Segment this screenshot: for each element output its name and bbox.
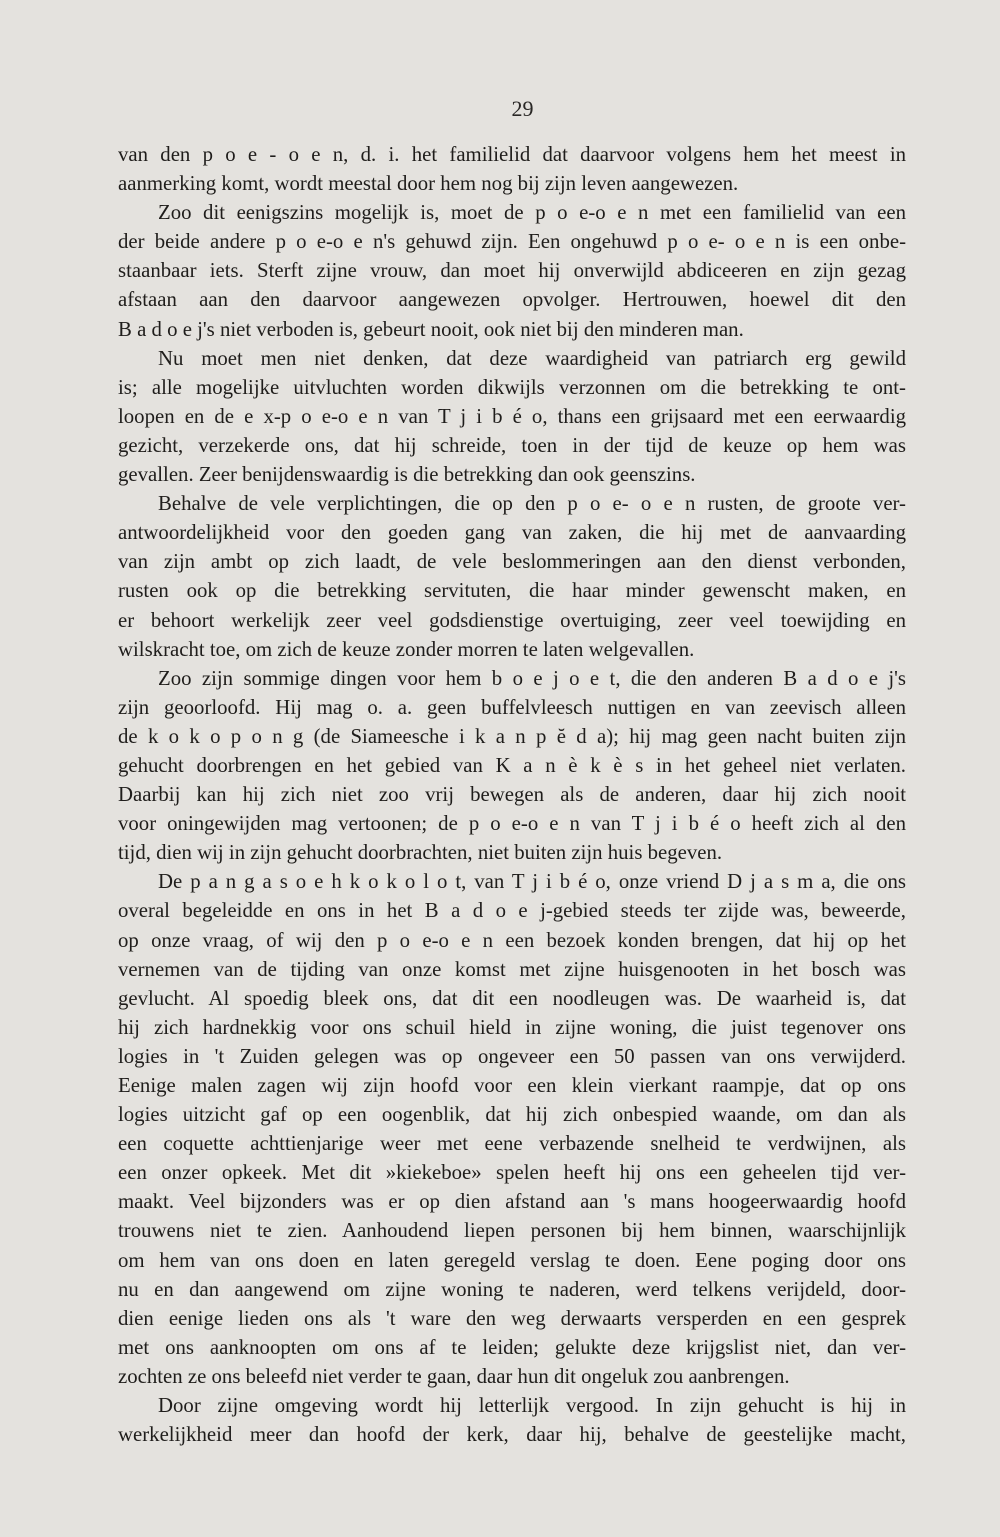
text-line: er behoort werkelijk zeer veel godsdienstige overtuiging, zeer veel toewijding en: [118, 608, 906, 632]
text-line: een onzer opkeek. Met dit »kiekeboe» spelen heeft hij ons een geheelen tijd ver-: [118, 1161, 906, 1185]
text-line: om hem van ons doen en laten geregeld verslag te doen. Eene poging door ons: [118, 1248, 906, 1272]
text-line: de k o k o p o n g (de Siameesche i k a n p ĕ d a); hij mag geen nacht buiten zijn: [118, 724, 906, 748]
text-line: hij zich hardnekkig voor ons schuil hield in zijne woning, die juist tegenover ons: [118, 1015, 906, 1039]
text-line: B a d o e j's niet verboden is, gebeurt nooit, ook niet bij den minderen man.: [118, 317, 744, 341]
text-line: zochten ze ons beleefd niet verder te gaan, daar hun dit ongeluk zou aanbrengen.: [118, 1364, 790, 1388]
text-line: een coquette achttienjarige weer met eene verbazende snelheid te verdwijnen, als: [118, 1132, 906, 1156]
text-line: loopen en de e x-p o e-o e n van T j i b é o, thans een grijsaard met een eerwaardig: [118, 404, 906, 428]
text-line: wilskracht toe, om zich de keuze zonder morren te laten welgevallen.: [118, 637, 695, 661]
text-line: tijd, dien wij in zijn gehucht doorbrachten, niet buiten zijn huis begeven.: [118, 841, 723, 865]
text-line: staanbaar iets. Sterft zijne vrouw, dan moet hij onverwijld abdiceeren en zijn gezag: [118, 259, 906, 283]
body-text: [118, 140, 906, 1449]
text-line: zijn geoorloofd. Hij mag o. a. geen buffelvleesch nuttigen en van zeevisch alleen: [118, 695, 906, 719]
text-line: afstaan aan den daarvoor aangewezen opvolger. Hertrouwen, hoewel dit den: [118, 288, 906, 312]
text-line: Door zijne omgeving wordt hij letterlijk vergood. In zijn gehucht is hij in: [158, 1394, 906, 1418]
text-line: werkelijkheid meer dan hoofd der kerk, daar hij, behalve de geestelijke macht,: [118, 1423, 906, 1447]
text-line: De p a n g a s o e h k o k o l o t, van T j i b é o, onze vriend D j a s m a, die ons: [158, 870, 906, 894]
text-line: van zijn ambt op zich laadt, de vele beslommeringen aan den dienst verbonden,: [118, 550, 906, 574]
text-line: gezicht, verzekerde ons, dat hij schreide, toen in der tijd de keuze op hem was: [118, 433, 906, 457]
text-line: gevlucht. Al spoedig bleek ons, dat dit een noodleugen was. De waarheid is, dat: [118, 986, 906, 1010]
text-line: gevallen. Zeer benijdenswaardig is die betrekking dan ook geenszins.: [118, 463, 696, 487]
text-line: gehucht doorbrengen en het gebied van K a n è k è s in het geheel niet verlaten.: [118, 753, 906, 777]
text-line: is; alle mogelijke uitvluchten worden dikwijls verzonnen om die betrekking te ont-: [118, 375, 906, 399]
text-line: aanmerking komt, wordt meestal door hem nog bij zijn leven aangewezen.: [118, 172, 739, 196]
text-line: antwoordelijkheid voor den goeden gang van zaken, die hij met de aanvaarding: [118, 521, 906, 545]
text-line: maakt. Veel bijzonders was er op dien afstand aan 's mans hoogeerwaardig hoofd: [118, 1190, 906, 1214]
page-number: 29: [511, 96, 534, 121]
text-line: dien eenige lieden ons als 't ware den weg derwaarts versperden en een gesprek: [118, 1306, 906, 1330]
text-line: op onze vraag, of wij den p o e-o e n een bezoek konden brengen, dat hij op het: [118, 928, 906, 952]
text-line: Zoo dit eenigszins mogelijk is, moet de p o e-o e n met een familielid van een: [158, 201, 906, 225]
text-line: der beide andere p o e-o e n's gehuwd zijn. Een ongehuwd p o e- o e n is een onbe-: [118, 230, 906, 254]
text-line: met ons aanknoopten om ons af te leiden; gelukte deze krijgslist niet, dan ver-: [118, 1335, 906, 1359]
text-line: overal begeleidde en ons in het B a d o e j-gebied steeds ter zijde was, beweerde,: [118, 899, 906, 923]
text-line: trouwens niet te zien. Aanhoudend liepen personen bij hem binnen, waarschijnlijk: [118, 1219, 906, 1243]
text-line: logies in 't Zuiden gelegen was op ongeveer een 50 passen van ons verwijderd.: [118, 1044, 906, 1068]
text-line: Behalve de vele verplichtingen, die op den p o e- o e n rusten, de groote ver-: [158, 492, 906, 516]
text-line: Zoo zijn sommige dingen voor hem b o e j o e t, die den anderen B a d o e j's: [158, 666, 906, 690]
text-line: nu en dan aangewend om zijne woning te naderen, werd telkens verijdeld, door-: [118, 1277, 906, 1301]
text-line: logies uitzicht gaf op een oogenblik, dat hij zich onbespied waande, om dan als: [118, 1103, 906, 1127]
text-line: Daarbij kan hij zich niet zoo vrij bewegen als de anderen, daar hij zich nooit: [118, 783, 906, 807]
text-line: Nu moet men niet denken, dat deze waardigheid van patriarch erg gewild: [158, 346, 906, 370]
text-line: Eenige malen zagen wij zijn hoofd voor een klein vierkant raampje, dat op ons: [118, 1074, 906, 1097]
text-line: voor oningewijden mag vertoonen; de p o e-o e n van T j i b é o heeft zich al den: [118, 812, 906, 836]
text-line: van den p o e - o e n, d. i. het familielid dat daarvoor volgens hem het meest in: [118, 143, 906, 166]
text-line: rusten ook op die betrekking servituten, die haar minder gewenscht maken, en: [118, 579, 906, 603]
text-line: vernemen van de tijding van onze komst met zijne huisgenooten in het bosch was: [118, 957, 906, 981]
